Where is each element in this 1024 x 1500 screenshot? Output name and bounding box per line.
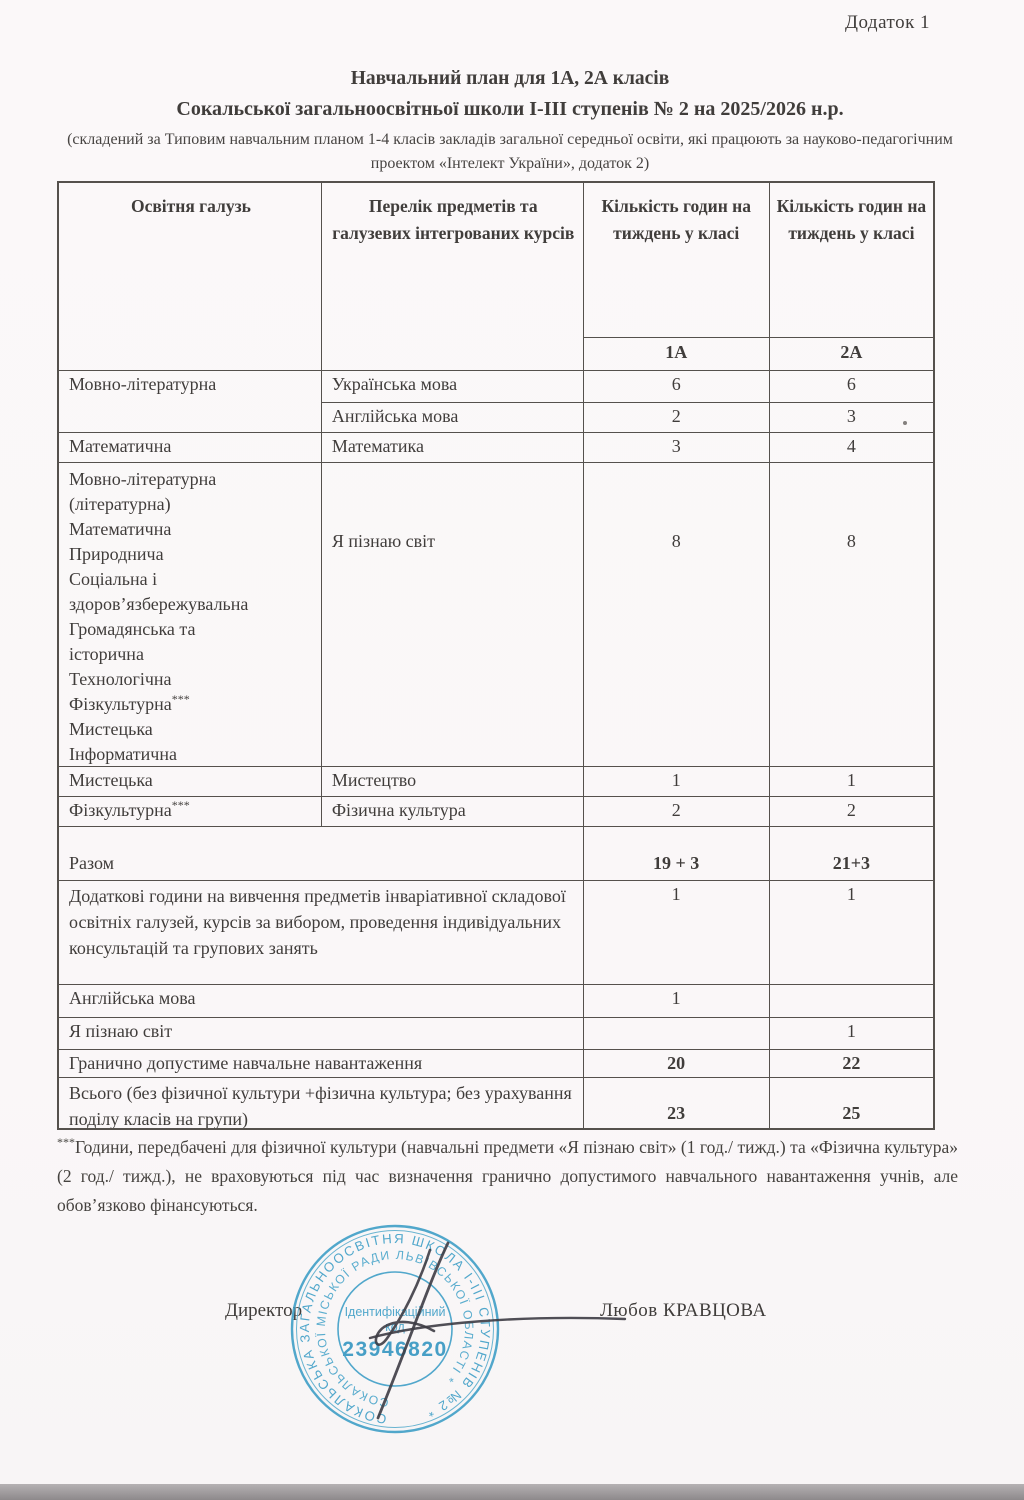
director-label: Директор (225, 1300, 303, 1321)
cell-area-fizkulturna (59, 797, 322, 827)
area-line: Мовно-літературна (69, 469, 217, 489)
cell-label: Англійська мова (59, 985, 584, 1018)
footnote-text (57, 1128, 958, 1220)
cell-hours-1a: 1 (584, 767, 770, 797)
class-label-2a: 2А (770, 337, 933, 370)
area-line: Інформатична (69, 744, 177, 764)
cell-hours-1a: 23 (584, 1078, 770, 1128)
class-label-1a: 1А (584, 337, 769, 370)
cell-subject: Фізична культура (322, 797, 584, 827)
cell-hours-2a: 6 (770, 371, 933, 403)
area-line: (літературна) (69, 494, 171, 514)
footnote-marker: *** (171, 692, 190, 706)
cell-area: Мистецька (59, 767, 322, 797)
cell-label: Гранично допустиме навчальне навантаження (59, 1050, 584, 1078)
stamp-id-label: Ідентифікаційний (344, 1305, 446, 1319)
stamp-id-code: 23946820 (342, 1338, 448, 1361)
table-row (59, 797, 933, 827)
cell-hours-1a: 6 (584, 371, 770, 403)
cell-additional-label: Додаткові години на вивчення предметів інваріативної складової освітніх галузей, курсів за вибором, проведення індивідуальних консультацій та групових занять (59, 881, 584, 985)
header-hours-1a-label: Кількість годин на тиждень у класі (601, 196, 751, 244)
area-line-fizkulturna (69, 692, 313, 717)
table-row-additional-hours (59, 881, 933, 985)
cell-hours-2a: 22 (770, 1050, 933, 1078)
cell-hours-1a: 8 (584, 463, 770, 767)
document-title-block (60, 66, 960, 175)
cell-hours-2a: 1 (770, 1018, 933, 1050)
table-row (59, 985, 933, 1018)
area-line: Природнича (69, 544, 164, 564)
document-subtitle: (складений за Типовим навчальним планом 1-4 класів закладів загальної середньої освіти, які працюють за науково-педагогічним проектом «Інтелект України», додаток 2) (67, 131, 953, 172)
cell-hours-2a (770, 985, 933, 1018)
footnote-body: Години, передбачені для фізичної культури (навчальні предмети «Я пізнаю світ» (1 год./ тижд.) та «Фізична культура» (2 год./ тижд.), не враховуються під час визначення гранично допустимого навчального навантаження учнів, але обов’язково фінансуються. (57, 1136, 958, 1215)
footnote-marker: *** (171, 798, 190, 812)
scan-artifact-dot (903, 421, 907, 425)
curriculum-table (57, 181, 935, 1130)
cell-label: Всього (без фізичної культури +фізична культура; без урахування поділу класів на групи) (59, 1078, 584, 1128)
table-row (59, 403, 933, 433)
area-line: здоров’язбережувальна (69, 594, 249, 614)
stamp-outer-ring-text: СОКАЛЬСЬКА ЗАГАЛЬНООСВІТНЯ ШКОЛА І-ІІІ СТУПЕНІВ №2 * (296, 1230, 494, 1427)
document-title-line1: Навчальний план для 1А, 2А класів (350, 68, 670, 89)
header-hours-1a (584, 183, 770, 371)
cell-hours-1a: 2 (584, 403, 770, 433)
cell-total-2a: 21+3 (770, 827, 933, 881)
area-line: історична (69, 644, 144, 664)
header-education-area: Освітня галузь (59, 183, 322, 371)
cell-subject: Мистецтво (322, 767, 584, 797)
cell-hours-2a: 8 (770, 463, 933, 767)
cell-hours-2a: 3 (770, 403, 933, 433)
scanner-edge-band (0, 1484, 1024, 1500)
table-row (59, 767, 933, 797)
cell-area-empty (59, 403, 322, 433)
header-hours-2a (770, 183, 933, 371)
table-row-integrated-course (59, 463, 933, 767)
area-line: Технологічна (69, 669, 172, 689)
table-row (59, 433, 933, 463)
table-row-total (59, 827, 933, 881)
area-line-text: Фізкультурна (69, 694, 172, 714)
director-name: Любов КРАВЦОВА (600, 1300, 767, 1321)
cell-hours-2a: 2 (770, 797, 933, 827)
cell-subject: Математика (322, 433, 584, 463)
cell-hours-1a: 20 (584, 1050, 770, 1078)
cell-hours-1a: 2 (584, 797, 770, 827)
cell-hours-2a: 25 (842, 1103, 861, 1123)
cell-subject: Українська мова (322, 371, 584, 403)
footnote-marker: *** (57, 1135, 75, 1149)
stamp-inner-ring-text: СОКАЛЬСЬКОЇ МІСЬКОЇ РАДИ ЛЬВІВСЬКОЇ ОБЛАСТІ * (313, 1247, 477, 1410)
cell-area: Мовно-літературна (59, 371, 322, 403)
table-row-grand-total (59, 1078, 933, 1128)
cell-hours-1a (584, 1018, 770, 1050)
cell-hours-1a: 3 (584, 433, 770, 463)
cell-hours-2a: 1 (770, 881, 933, 985)
table-header-row (59, 183, 933, 371)
table-row (59, 371, 933, 403)
area-line: Математична (69, 519, 172, 539)
stamp-id-label2: код (385, 1320, 405, 1334)
area-line: Мистецька (69, 719, 153, 739)
header-hours-2a-label: Кількість годин на тиждень у класі (776, 196, 927, 244)
cell-total-1a: 19 + 3 (584, 827, 770, 881)
table-row (59, 1018, 933, 1050)
header-subject-list: Перелік предметів та галузевих інтегрованих курсів (322, 183, 584, 371)
area-line: Громадянська та (69, 619, 196, 639)
cell-area-text: Фізкультурна (69, 800, 172, 820)
document-title-line2: Сокальської загальноосвітньої школи І-ІІІ ступенів № 2 на 2025/2026 н.р. (176, 98, 844, 121)
area-line: Соціальна і (69, 569, 158, 589)
cell-area: Математична (59, 433, 322, 463)
appendix-label: Додаток 1 (845, 12, 931, 33)
cell-hours-2a: 4 (770, 433, 933, 463)
cell-label: Я пізнаю світ (59, 1018, 584, 1050)
table-row-max-load (59, 1050, 933, 1078)
cell-subject: Англійська мова (322, 403, 584, 433)
handwritten-signature (330, 1225, 650, 1435)
cell-hours-1a: 1 (584, 881, 770, 985)
cell-subject: Я пізнаю світ (322, 463, 584, 767)
cell-hours-1a: 1 (584, 985, 770, 1018)
cell-area-list (59, 463, 322, 767)
cell-hours-2a: 1 (770, 767, 933, 797)
cell-total-label: Разом (59, 827, 584, 881)
